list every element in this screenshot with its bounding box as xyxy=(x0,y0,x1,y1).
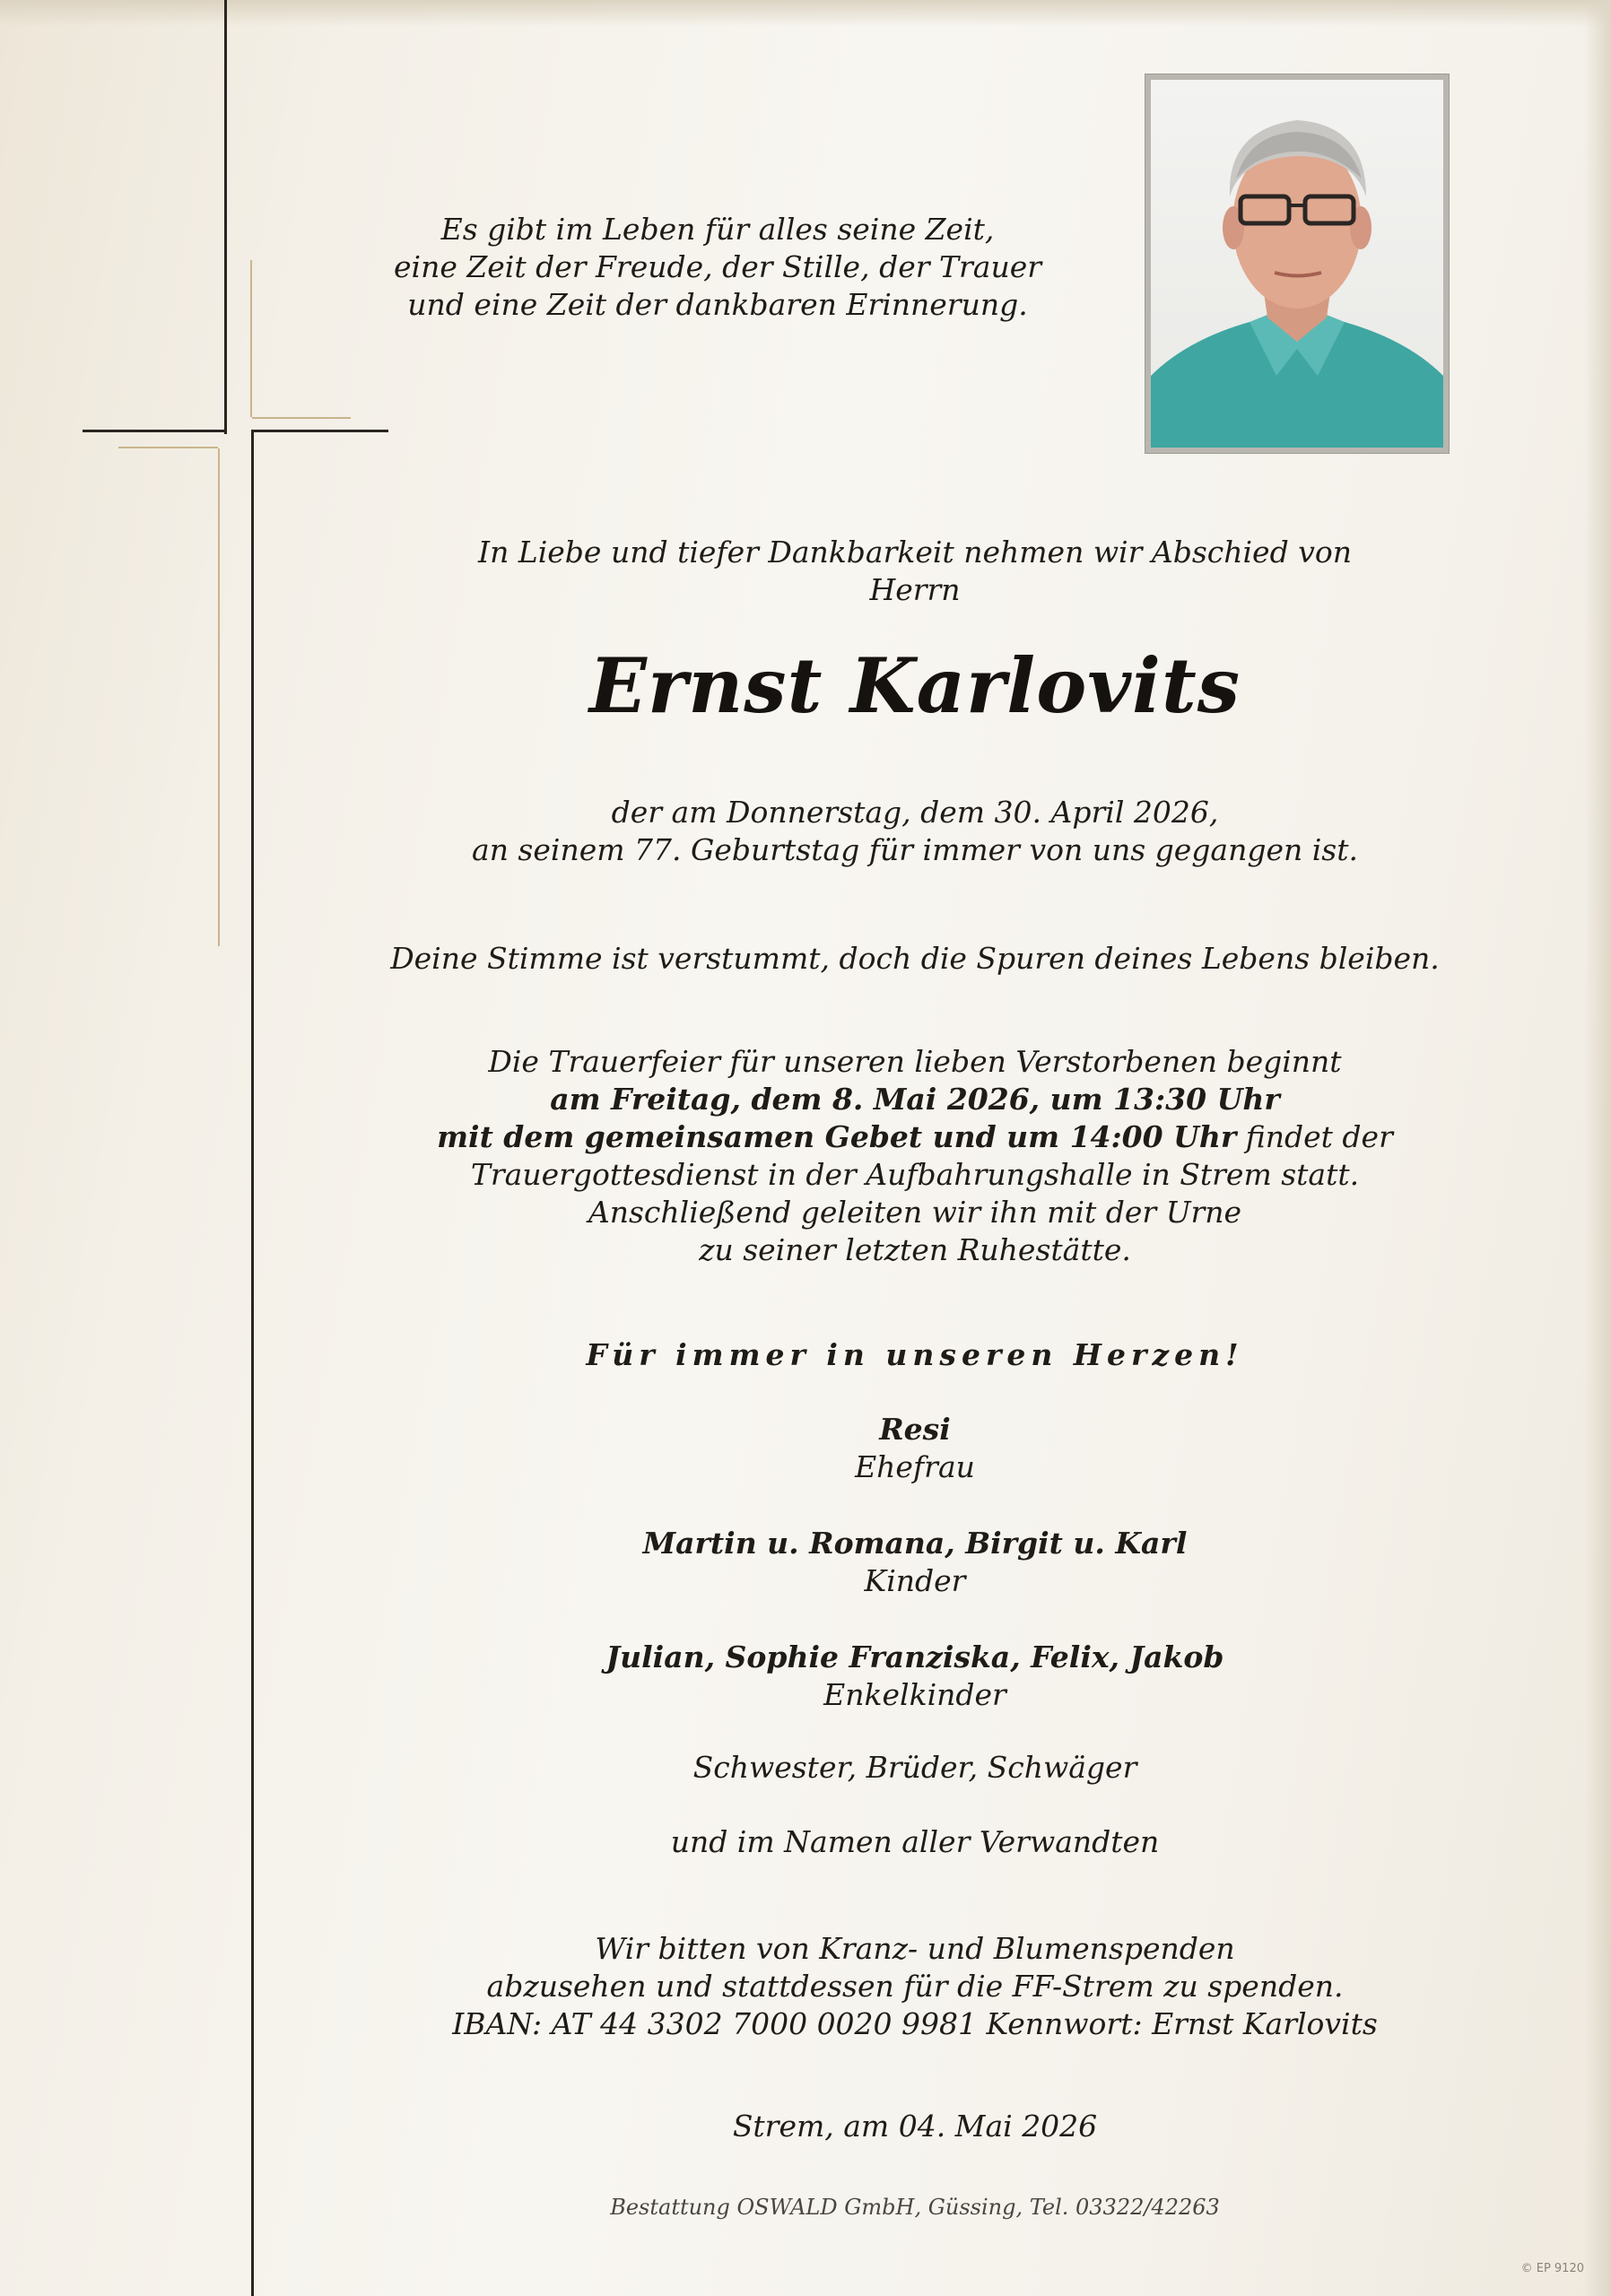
funeral-time: am Freitag, dem 8. Mai 2026, um 13:30 Uhr xyxy=(550,1082,1280,1117)
mourner-group xyxy=(269,1411,1561,1486)
intro-line: Herrn xyxy=(869,572,961,607)
death-line: der am Donnerstag, dem 30. April 2026, xyxy=(611,795,1219,830)
quote-line: eine Zeit der Freude, der Stille, der Trauer xyxy=(393,249,1042,284)
funeral-line: Trauergottesdienst in der Aufbahrungshalle in Strem statt. xyxy=(470,1157,1360,1192)
donation-request xyxy=(269,1930,1561,2043)
quote-line: und eine Zeit der dankbaren Erinnerung. xyxy=(407,287,1028,322)
funeral-line-rest: findet der xyxy=(1236,1119,1393,1154)
quote-line: Es gibt im Leben für alles seine Zeit, xyxy=(440,212,995,247)
prayer-time: mit dem gemeinsamen Gebet und um 14:00 Uhr xyxy=(437,1119,1237,1154)
mourner-group xyxy=(269,1525,1561,1600)
print-code: © EP 9120 xyxy=(1520,2262,1584,2275)
page-edge-right xyxy=(1584,0,1611,2296)
death-line: an seinem 77. Geburtstag für immer von uns gegangen ist. xyxy=(472,832,1358,867)
donation-line: abzusehen und stattdessen für die FF-Strem zu spenden. xyxy=(486,1969,1344,2004)
farewell-intro xyxy=(269,534,1561,609)
mourner-names: Julian, Sophie Franziska, Felix, Jakob xyxy=(605,1639,1224,1674)
opening-quote xyxy=(269,211,1166,324)
funeral-line: Die Trauerfeier für unseren lieben Verstorbenen beginnt xyxy=(488,1044,1342,1079)
siblings-line: Schwester, Brüder, Schwäger xyxy=(692,1750,1137,1785)
intro-line: In Liebe und tiefer Dankbarkeit nehmen wir Abschied von xyxy=(478,535,1352,570)
donation-iban: IBAN: AT 44 3302 7000 0020 9981 Kennwort: Ernst Karlovits xyxy=(452,2006,1378,2041)
funeral-line: Anschließend geleiten wir ihn mit der Urne xyxy=(588,1195,1242,1230)
page-edge-top xyxy=(0,0,1611,27)
mourner-names: Martin u. Romana, Birgit u. Karl xyxy=(642,1526,1188,1561)
mourner-group xyxy=(269,1639,1561,1714)
voice-quote: Deine Stimme ist verstummt, doch die Spuren deines Lebens bleiben. xyxy=(390,941,1440,976)
mourner-relation: Ehefrau xyxy=(855,1449,975,1484)
mourner-names: Resi xyxy=(879,1412,951,1447)
portrait-photo-icon xyxy=(1151,80,1443,448)
funeral-line xyxy=(269,1118,1561,1156)
death-info xyxy=(269,794,1561,869)
undertaker-info: Bestattung OSWALD GmbH, Güssing, Tel. 03322/42263 xyxy=(610,2195,1220,2220)
funeral-info xyxy=(269,1043,1561,1269)
mourner-relation: Enkelkinder xyxy=(823,1677,1006,1712)
hearts-line: Für immer in unseren Herzen! xyxy=(586,1337,1244,1372)
place-date: Strem, am 04. Mai 2026 xyxy=(732,2109,1098,2144)
relatives-line: und im Namen aller Verwandten xyxy=(670,1824,1160,1859)
donation-line: Wir bitten von Kranz- und Blumenspenden xyxy=(595,1931,1235,1966)
deceased-name: Ernst Karlovits xyxy=(588,641,1241,730)
funeral-line: zu seiner letzten Ruhestätte. xyxy=(699,1232,1131,1267)
portrait-frame xyxy=(1145,74,1450,454)
mourner-relation: Kinder xyxy=(864,1563,966,1598)
